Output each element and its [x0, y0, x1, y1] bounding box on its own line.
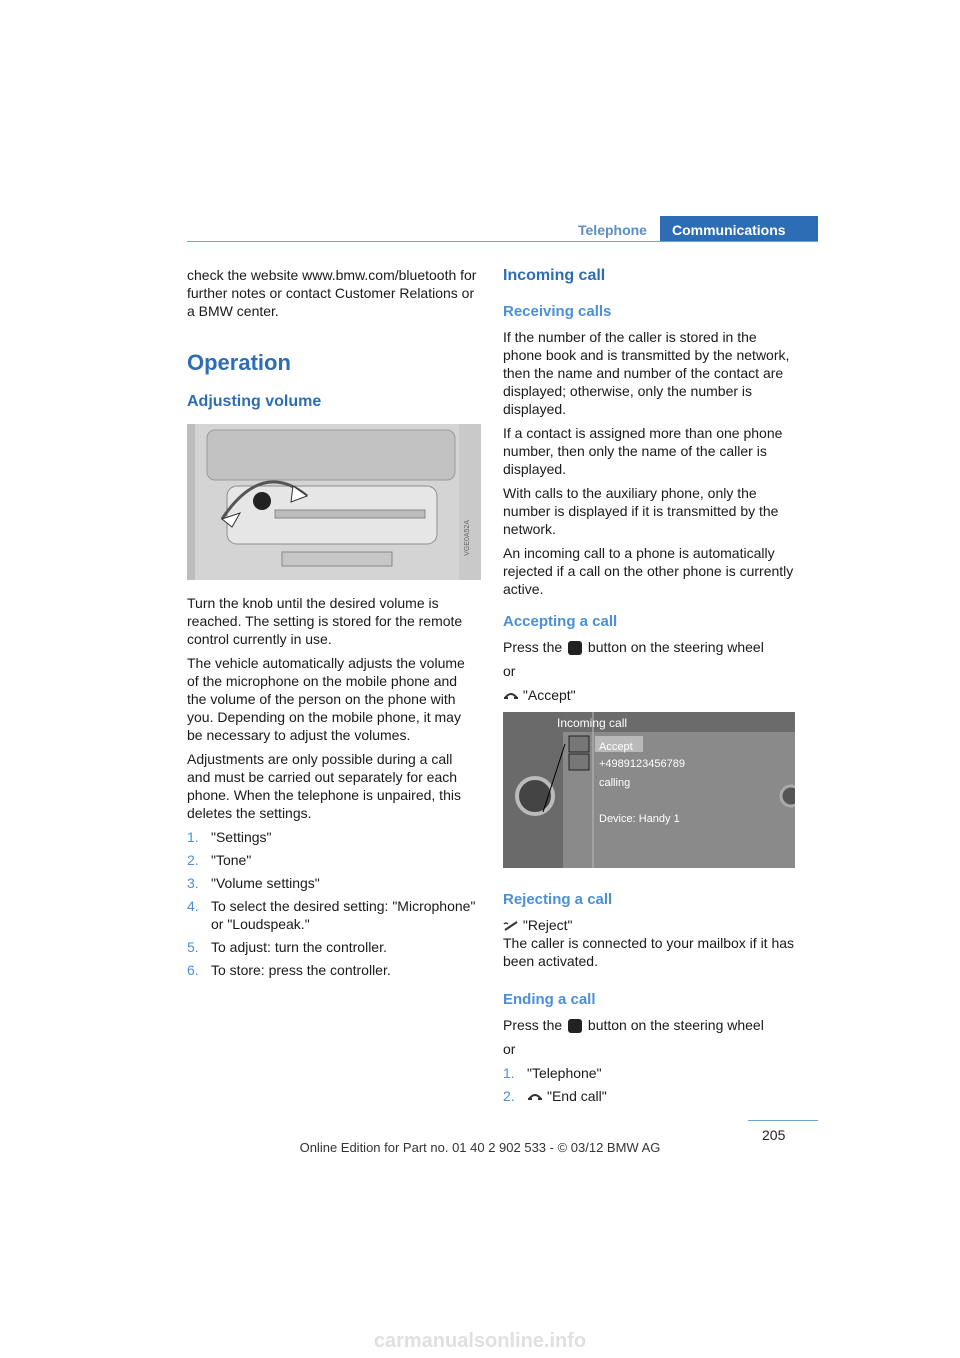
- volume-text-1: Turn the knob until the desired volume is reached. The setting is stored for the remote control currently in use.: [187, 595, 463, 647]
- left-column: [187, 266, 479, 984]
- heading-receiving-calls: Receiving calls: [503, 303, 612, 320]
- figure-code: VGE0A52A: [464, 520, 471, 556]
- receiving-text-4: An incoming call to a phone is automatically rejected if a call on the other phone is currently active.: [503, 545, 794, 597]
- heading-adjusting-volume: Adjusting volume: [187, 393, 322, 410]
- list-item: 1. "Telephone": [503, 1065, 602, 1081]
- volume-text-3: Adjustments are only possible during a call and must be carried out separately for each phone. When the telephone is unpaired, this deletes the settings.: [187, 751, 461, 821]
- end-call-steps: [503, 1064, 798, 1105]
- steering-phone-button-icon: [568, 641, 582, 655]
- heading-accepting-call: Accepting a call: [503, 613, 618, 630]
- or-text: or: [503, 663, 516, 679]
- list-item: 1. "Settings": [187, 829, 272, 845]
- figure-volume-knob: [187, 424, 481, 580]
- volume-knob-illustration: [187, 424, 481, 580]
- screen-device: Device: Handy 1: [599, 813, 680, 825]
- list-item: 6. To store: press the controller.: [187, 962, 391, 978]
- list-item: 5. To adjust: turn the controller.: [187, 939, 387, 955]
- screen-status: calling: [599, 777, 631, 789]
- list-item: 2. "Tone": [187, 852, 252, 868]
- heading-ending-call: Ending a call: [503, 991, 596, 1008]
- heading-incoming-call: Incoming call: [503, 267, 606, 284]
- list-item: 2. "End call": [503, 1088, 607, 1104]
- volume-steps: [187, 828, 479, 979]
- reject-phone-icon: [503, 920, 519, 932]
- heading-rejecting-call: Rejecting a call: [503, 891, 613, 908]
- volume-text-2: The vehicle automatically adjusts the volume of the microphone on the mobile phone and the volume of the person on the phone with you. Depending on the mobile phone, it may be necessary to adjust the volumes.: [187, 655, 465, 743]
- accept-press-line: Press the button on the steering wheel: [503, 639, 764, 655]
- accept-phone-icon: [503, 690, 519, 702]
- or-text-2: or: [503, 1041, 516, 1057]
- list-item: 4. To select the desired setting: "Microphone" or "Loudspeak.": [187, 898, 476, 932]
- end-call-phone-icon: [527, 1091, 543, 1103]
- steering-phone-button-icon: [568, 1019, 582, 1033]
- header-rule: [187, 241, 818, 242]
- intro-text: check the website www.bmw.com/bluetooth for further notes or contact Customer Relations or a BMW center.: [187, 267, 477, 319]
- end-press-line: Press the button on the steering wheel: [503, 1017, 764, 1033]
- receiving-text-2: If a contact is assigned more than one phone number, then only the name of the caller is displayed.: [503, 425, 783, 477]
- header-chapter-tab: Communications: [660, 216, 818, 242]
- heading-operation: Operation: [187, 350, 291, 375]
- screen-title: Incoming call: [557, 716, 628, 730]
- watermark: carmanualsonline.info: [373, 1330, 587, 1352]
- receiving-text-1: If the number of the caller is stored in the phone book and is transmitted by the network, then the name and number of the contact are displayed; otherwise, only the number is displayed.: [503, 329, 790, 417]
- list-item: 3. "Volume settings": [187, 875, 320, 891]
- right-column: [503, 266, 798, 1110]
- receiving-text-3: With calls to the auxiliary phone, only the number is displayed if it is transmitted by the network.: [503, 485, 779, 537]
- screen-accept: Accept: [599, 741, 633, 753]
- screen-number: +4989123456789: [599, 758, 685, 770]
- incoming-call-screen: [503, 712, 795, 868]
- reject-text: The caller is connected to your mailbox if it has been activated.: [503, 935, 795, 969]
- figure-incoming-call-screen: [503, 712, 795, 868]
- page-number-rule: [748, 1120, 818, 1121]
- header-section: Telephone: [578, 222, 647, 238]
- footer-edition: Online Edition for Part no. 01 40 2 902 533 - © 03/12 BMW AG: [299, 1140, 661, 1155]
- reject-option: "Reject": [503, 916, 798, 934]
- accept-option: "Accept": [503, 686, 798, 704]
- page-number: 205: [762, 1127, 786, 1143]
